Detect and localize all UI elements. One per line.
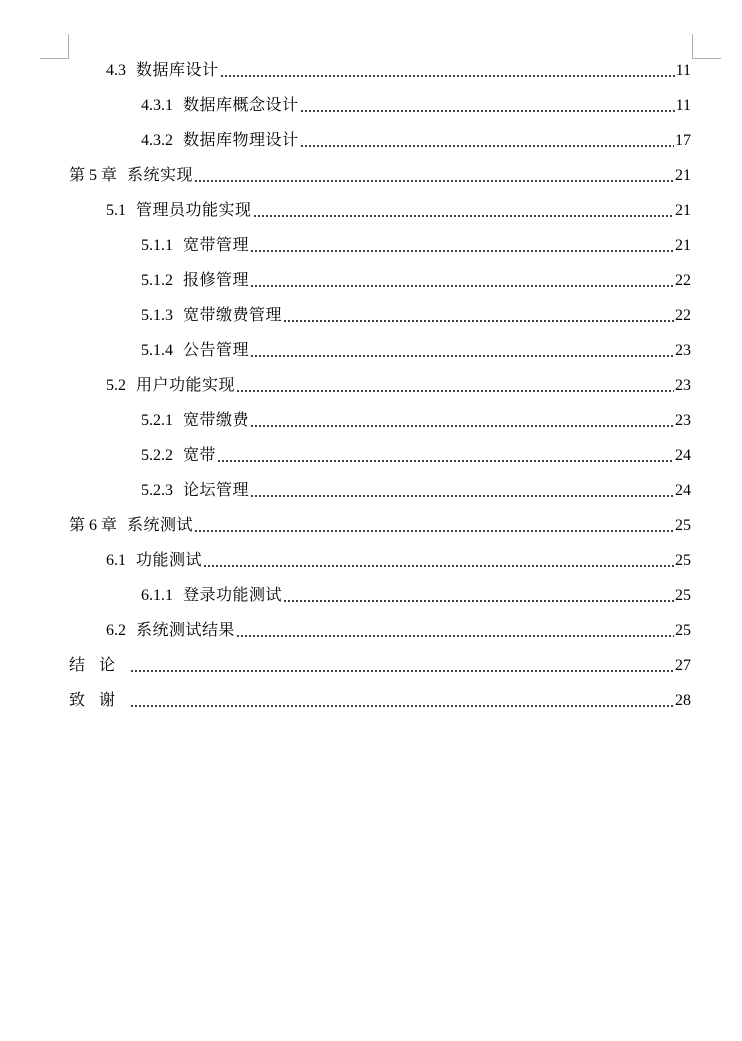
toc-entry[interactable]: [141, 438, 691, 473]
toc-entry-page: 11: [675, 62, 691, 79]
toc-entry-number: 5.2.3: [141, 482, 173, 499]
toc-entry-number: 6.2: [106, 622, 126, 639]
toc-entry-title: 系统实现: [127, 167, 194, 184]
toc-entry[interactable]: [106, 543, 691, 578]
toc-entry[interactable]: [106, 368, 691, 403]
toc-dot-leader: [220, 75, 675, 77]
toc-dot-leader: [250, 285, 674, 287]
toc-entry[interactable]: [141, 123, 691, 158]
toc-entry-page: 28: [675, 692, 691, 709]
toc-entry-number: 5.1.1: [141, 237, 173, 254]
toc-entry-title: 数据库概念设计: [183, 97, 299, 114]
toc-entry[interactable]: [141, 228, 691, 263]
toc-dot-leader: [130, 705, 674, 707]
toc-entry-page: 21: [675, 167, 691, 184]
toc-dot-leader: [236, 390, 674, 392]
toc-entry-page: 25: [675, 622, 691, 639]
toc-dot-leader: [283, 320, 674, 322]
toc-entry-page: 11: [675, 97, 691, 114]
toc-entry-title: 系统测试: [127, 517, 194, 534]
toc-entry-title: 论坛管理: [183, 482, 250, 499]
toc-dot-leader: [130, 670, 674, 672]
toc-entry[interactable]: [69, 508, 691, 543]
toc-entry[interactable]: [106, 53, 691, 88]
toc-entry-title: 宽带管理: [183, 237, 250, 254]
toc-entry-page: 21: [675, 237, 691, 254]
crop-mark-top-left: [40, 34, 69, 59]
toc-entry[interactable]: [141, 578, 691, 613]
toc-entry[interactable]: [69, 158, 691, 193]
toc-entry-title: 宽带: [183, 447, 217, 464]
toc-entry[interactable]: [69, 648, 691, 683]
toc-entry-title: 致谢: [69, 692, 130, 709]
toc-dot-leader: [217, 460, 674, 462]
toc-entry-number: 5.2: [106, 377, 126, 394]
toc-entry-number: 5.2.2: [141, 447, 173, 464]
toc-entry-page: 22: [675, 272, 691, 289]
toc-entry[interactable]: [141, 263, 691, 298]
toc-entry-page: 25: [675, 517, 691, 534]
toc-dot-leader: [250, 355, 674, 357]
toc-entry[interactable]: [141, 403, 691, 438]
toc-entry-page: 25: [675, 552, 691, 569]
toc-entry-page: 25: [675, 587, 691, 604]
toc-entry-page: 23: [675, 342, 691, 359]
toc-entry-page: 23: [675, 412, 691, 429]
toc-dot-leader: [203, 565, 674, 567]
toc-entry-number: 6.1.1: [141, 587, 173, 604]
toc-dot-leader: [250, 425, 674, 427]
toc-entry[interactable]: [141, 298, 691, 333]
toc-dot-leader: [194, 180, 674, 182]
toc-entry-title: 宽带缴费: [183, 412, 250, 429]
toc-dot-leader: [253, 215, 674, 217]
toc-dot-leader: [300, 145, 674, 147]
toc-entry-page: 21: [675, 202, 691, 219]
toc-dot-leader: [250, 495, 674, 497]
toc-entry-number: 6.1: [106, 552, 126, 569]
toc-entry-page: 27: [675, 657, 691, 674]
toc-entry-title: 公告管理: [183, 342, 250, 359]
toc-entry[interactable]: [106, 613, 691, 648]
toc-entry-title: 用户功能实现: [136, 377, 236, 394]
toc-entry-title: 数据库物理设计: [183, 132, 299, 149]
toc-entry[interactable]: [106, 193, 691, 228]
crop-mark-top-right: [692, 34, 721, 59]
toc-dot-leader: [283, 600, 674, 602]
toc-entry-number: 第 6 章: [69, 517, 118, 534]
toc-entry-title: 功能测试: [136, 552, 203, 569]
toc-entry-title: 数据库设计: [136, 62, 219, 79]
toc-entry-page: 22: [675, 307, 691, 324]
toc-entry-title: 报修管理: [183, 272, 250, 289]
toc-entry-title: 管理员功能实现: [136, 202, 252, 219]
toc-entry-number: 4.3.2: [141, 132, 173, 149]
toc-entry-title: 结论: [69, 657, 130, 674]
toc-dot-leader: [300, 110, 675, 112]
toc-entry[interactable]: [69, 683, 691, 718]
toc-dot-leader: [236, 635, 674, 637]
toc-entry-page: 24: [675, 482, 691, 499]
toc-entry[interactable]: [141, 333, 691, 368]
toc-entry[interactable]: [141, 88, 691, 123]
toc-entry-page: 23: [675, 377, 691, 394]
toc-entry-number: 4.3.1: [141, 97, 173, 114]
toc-entry-number: 5.2.1: [141, 412, 173, 429]
toc-entry-number: 5.1.4: [141, 342, 173, 359]
toc-entry-title: 登录功能测试: [183, 587, 283, 604]
toc-entry-number: 4.3: [106, 62, 126, 79]
toc-entry[interactable]: [141, 473, 691, 508]
toc-entry-page: 17: [675, 132, 691, 149]
toc-dot-leader: [194, 530, 674, 532]
toc-entry-number: 5.1: [106, 202, 126, 219]
toc-entry-number: 第 5 章: [69, 167, 118, 184]
toc-dot-leader: [250, 250, 674, 252]
toc-entry-title: 宽带缴费管理: [183, 307, 283, 324]
toc-entry-title: 系统测试结果: [136, 622, 236, 639]
toc-entry-number: 5.1.3: [141, 307, 173, 324]
toc-entry-number: 5.1.2: [141, 272, 173, 289]
toc-entry-page: 24: [675, 447, 691, 464]
